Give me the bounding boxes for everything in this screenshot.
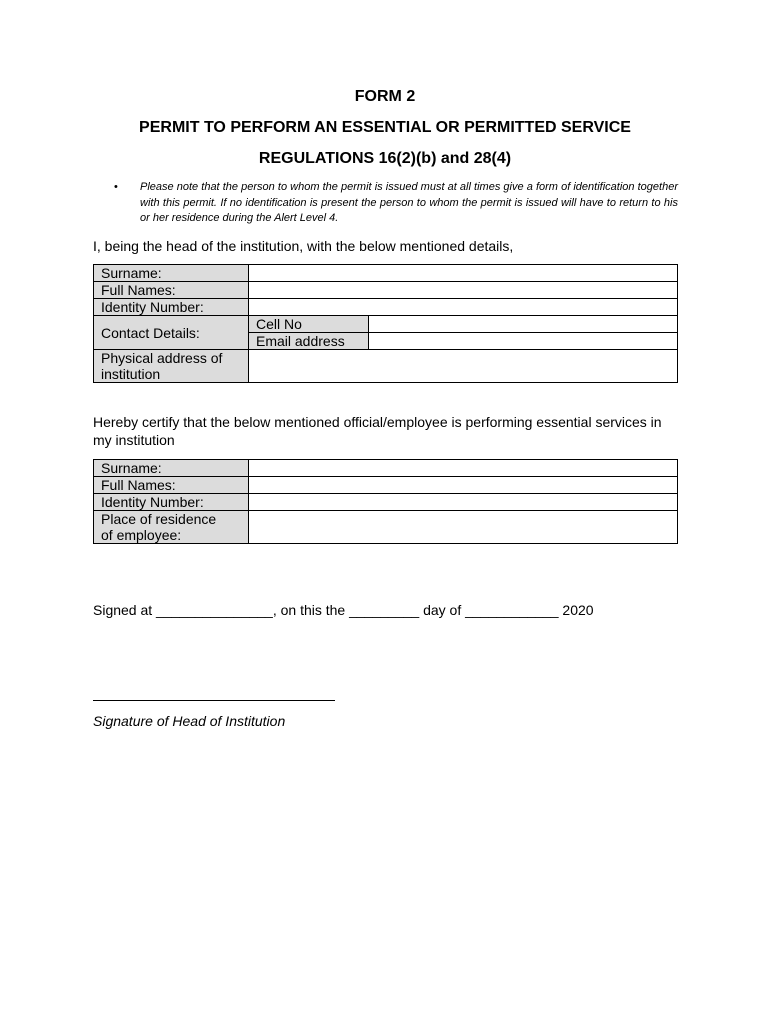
table-row [94, 282, 678, 299]
table-row [94, 299, 678, 316]
signed-at-line[interactable]: Signed at _______________, on this the _________ day of ____________ 2020 [93, 602, 594, 618]
employee-full-names-field[interactable] [249, 477, 678, 494]
table-row [94, 477, 678, 494]
cell-no-field[interactable] [369, 316, 678, 333]
table-row [94, 460, 678, 477]
residence-label [94, 511, 249, 544]
physical-address-label-line2: institution [101, 366, 161, 382]
table-row [94, 494, 678, 511]
regulations-heading: REGULATIONS 16(2)(b) and 28(4) [258, 150, 512, 167]
contact-details-label: Contact Details: [94, 316, 249, 350]
table-row [94, 511, 678, 544]
note-text: Please note that the person to whom the permit is issued must at all times give a form of identification together with this permit. If no identification is present the person to whom the permit is issued will have to return to his or her residence during the Alert Level 4. [140, 181, 678, 224]
signature-line[interactable] [93, 700, 335, 701]
institution-surname-label: Surname: [94, 265, 249, 282]
table-row [94, 350, 678, 383]
employee-surname-label: Surname: [94, 460, 249, 477]
bullet-icon: • [114, 181, 118, 193]
employee-intro: Hereby certify that the below mentioned official/employee is performing essential services in my institution [93, 414, 662, 448]
employee-id-label: Identity Number: [94, 494, 249, 511]
institution-intro: I, being the head of the institution, with the below mentioned details, [93, 238, 514, 254]
residence-label-line1: Place of residence [101, 511, 217, 527]
physical-address-label [94, 350, 249, 383]
employee-details-table [93, 459, 678, 544]
employee-full-names-label: Full Names: [94, 477, 249, 494]
form-number: FORM 2 [354, 88, 416, 105]
email-address-field[interactable] [369, 333, 678, 350]
cell-no-label: Cell No [249, 316, 369, 333]
institution-id-field[interactable] [249, 299, 678, 316]
institution-id-label: Identity Number: [94, 299, 249, 316]
institution-full-names-label: Full Names: [94, 282, 249, 299]
identification-note [114, 180, 678, 227]
signature-caption: Signature of Head of Institution [93, 713, 286, 729]
residence-field[interactable] [249, 511, 678, 544]
employee-surname-field[interactable] [249, 460, 678, 477]
table-row [94, 316, 678, 333]
table-row [94, 265, 678, 282]
email-address-label: Email address [249, 333, 369, 350]
physical-address-field[interactable] [249, 350, 678, 383]
employee-id-field[interactable] [249, 494, 678, 511]
institution-details-table [93, 264, 678, 383]
form-title: PERMIT TO PERFORM AN ESSENTIAL OR PERMITTED SERVICE [139, 119, 631, 136]
physical-address-label-line1: Physical address of [101, 350, 223, 366]
residence-label-line2: of employee: [101, 527, 182, 543]
institution-surname-field[interactable] [249, 265, 678, 282]
institution-full-names-field[interactable] [249, 282, 678, 299]
